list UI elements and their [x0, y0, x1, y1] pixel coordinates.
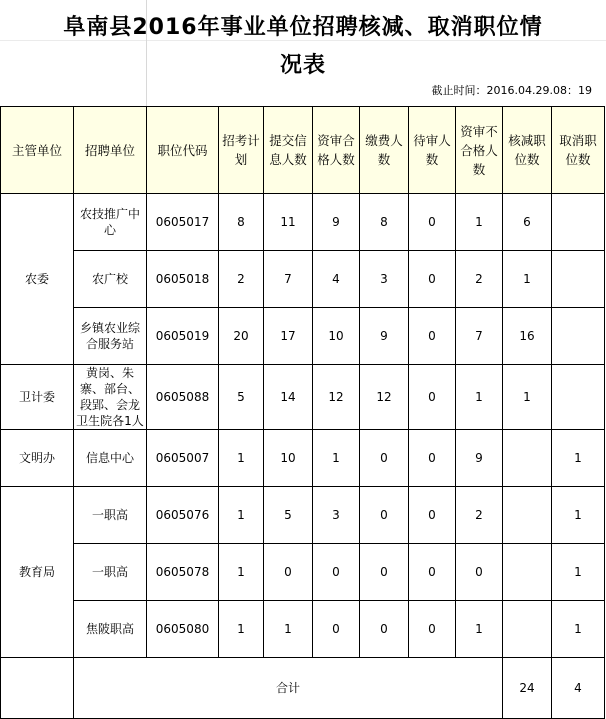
dept-cell[interactable]: 教育局 [1, 487, 74, 658]
header-pending[interactable]: 待审人数 [409, 107, 456, 194]
unit-cell[interactable]: 乡镇农业综合服务站 [74, 308, 147, 365]
header-code[interactable]: 职位代码 [147, 107, 219, 194]
submitted-cell[interactable]: 17 [264, 308, 313, 365]
header-plan[interactable]: 招考计划 [219, 107, 264, 194]
code-cell[interactable]: 0605080 [147, 601, 219, 658]
unqualified-cell[interactable]: 7 [456, 308, 503, 365]
submitted-cell[interactable]: 1 [264, 601, 313, 658]
unqualified-cell[interactable]: 0 [456, 544, 503, 601]
submitted-cell[interactable]: 7 [264, 251, 313, 308]
paid-cell[interactable]: 8 [360, 194, 409, 251]
qualified-cell[interactable]: 12 [313, 365, 360, 430]
total-row [1, 658, 605, 719]
reduced-cell[interactable]: 6 [503, 194, 552, 251]
reduced-cell[interactable]: 16 [503, 308, 552, 365]
header-unit[interactable]: 招聘单位 [74, 107, 147, 194]
unqualified-cell[interactable]: 2 [456, 251, 503, 308]
total-label[interactable]: 合计 [74, 658, 503, 719]
dept-cell[interactable]: 农委 [1, 194, 74, 365]
table-row [1, 544, 605, 601]
dept-cell[interactable]: 卫计委 [1, 365, 74, 430]
pending-cell[interactable]: 0 [409, 544, 456, 601]
qualified-cell[interactable]: 3 [313, 487, 360, 544]
cancelled-cell[interactable] [552, 251, 605, 308]
unit-cell[interactable]: 焦陂职高 [74, 601, 147, 658]
sheet-title-line1: 阜南县2016年事业单位招聘核减、取消职位情 [63, 15, 543, 40]
unit-cell[interactable]: 农广校 [74, 251, 147, 308]
total-cancelled[interactable]: 4 [552, 658, 605, 719]
unit-cell[interactable]: 农技推广中心 [74, 194, 147, 251]
code-cell[interactable]: 0605078 [147, 544, 219, 601]
plan-cell[interactable]: 5 [219, 365, 264, 430]
qualified-cell[interactable]: 9 [313, 194, 360, 251]
reduced-cell[interactable] [503, 601, 552, 658]
cancelled-cell[interactable]: 1 [552, 601, 605, 658]
qualified-cell[interactable]: 0 [313, 544, 360, 601]
code-cell[interactable]: 0605017 [147, 194, 219, 251]
submitted-cell[interactable]: 11 [264, 194, 313, 251]
submitted-cell[interactable]: 5 [264, 487, 313, 544]
table-row [1, 601, 605, 658]
code-cell[interactable]: 0605088 [147, 365, 219, 430]
code-cell[interactable]: 0605076 [147, 487, 219, 544]
plan-cell[interactable]: 8 [219, 194, 264, 251]
plan-cell[interactable]: 1 [219, 544, 264, 601]
table-row [1, 194, 605, 251]
header-row [1, 107, 605, 194]
pending-cell[interactable]: 0 [409, 308, 456, 365]
plan-cell[interactable]: 2 [219, 251, 264, 308]
cancelled-cell[interactable] [552, 308, 605, 365]
unit-cell[interactable]: 一职高 [74, 487, 147, 544]
reduced-cell[interactable]: 1 [503, 251, 552, 308]
plan-cell[interactable]: 1 [219, 601, 264, 658]
header-dept[interactable]: 主管单位 [1, 107, 74, 194]
paid-cell[interactable]: 0 [360, 487, 409, 544]
qualified-cell[interactable]: 0 [313, 601, 360, 658]
total-reduced[interactable]: 24 [503, 658, 552, 719]
sheet-title-line2: 况表 [279, 53, 326, 78]
paid-cell[interactable]: 0 [360, 544, 409, 601]
code-cell[interactable]: 0605018 [147, 251, 219, 308]
reduced-cell[interactable] [503, 430, 552, 487]
table-row [1, 308, 605, 365]
table-row [1, 251, 605, 308]
qualified-cell[interactable]: 1 [313, 430, 360, 487]
unit-cell[interactable]: 一职高 [74, 544, 147, 601]
unqualified-cell[interactable]: 1 [456, 365, 503, 430]
unit-cell[interactable]: 黄岗、朱寨、部台、段郢、会龙卫生院各1人 [74, 365, 147, 430]
reduced-cell[interactable] [503, 487, 552, 544]
total-blank-cell[interactable] [1, 658, 74, 719]
cancelled-cell[interactable] [552, 194, 605, 251]
submitted-cell[interactable]: 10 [264, 430, 313, 487]
plan-cell[interactable]: 1 [219, 487, 264, 544]
qualified-cell[interactable]: 4 [313, 251, 360, 308]
pending-cell[interactable]: 0 [409, 487, 456, 544]
pending-cell[interactable]: 0 [409, 430, 456, 487]
cancelled-cell[interactable]: 1 [552, 487, 605, 544]
cutoff-timestamp: 截止时间：2016.04.29.08：19 [431, 84, 592, 97]
code-cell[interactable]: 0605019 [147, 308, 219, 365]
dept-cell[interactable]: 文明办 [1, 430, 74, 487]
pending-cell[interactable]: 0 [409, 365, 456, 430]
cancelled-cell[interactable]: 1 [552, 430, 605, 487]
header-paid[interactable]: 缴费人数 [360, 107, 409, 194]
submitted-cell[interactable]: 14 [264, 365, 313, 430]
cancelled-cell[interactable] [552, 365, 605, 430]
header-reduced[interactable]: 核减职位数 [503, 107, 552, 194]
qualified-cell[interactable]: 10 [313, 308, 360, 365]
header-unqualified[interactable]: 资审不合格人数 [456, 107, 503, 194]
pending-cell[interactable]: 0 [409, 194, 456, 251]
unqualified-cell[interactable]: 9 [456, 430, 503, 487]
unit-cell[interactable]: 信息中心 [74, 430, 147, 487]
table-row [1, 365, 605, 430]
submitted-cell[interactable]: 0 [264, 544, 313, 601]
table-row [1, 487, 605, 544]
pending-cell[interactable]: 0 [409, 251, 456, 308]
paid-cell[interactable]: 9 [360, 308, 409, 365]
paid-cell[interactable]: 0 [360, 601, 409, 658]
cancelled-cell[interactable]: 1 [552, 544, 605, 601]
header-submitted[interactable]: 提交信息人数 [264, 107, 313, 194]
plan-cell[interactable]: 1 [219, 430, 264, 487]
recruitment-table [0, 106, 605, 719]
plan-cell[interactable]: 20 [219, 308, 264, 365]
unqualified-cell[interactable]: 1 [456, 194, 503, 251]
reduced-cell[interactable] [503, 544, 552, 601]
code-cell[interactable]: 0605007 [147, 430, 219, 487]
unqualified-cell[interactable]: 2 [456, 487, 503, 544]
reduced-cell[interactable]: 1 [503, 365, 552, 430]
paid-cell[interactable]: 0 [360, 430, 409, 487]
pending-cell[interactable]: 0 [409, 601, 456, 658]
paid-cell[interactable]: 3 [360, 251, 409, 308]
paid-cell[interactable]: 12 [360, 365, 409, 430]
table-row [1, 430, 605, 487]
unqualified-cell[interactable]: 1 [456, 601, 503, 658]
header-cancelled[interactable]: 取消职位数 [552, 107, 605, 194]
header-qualified[interactable]: 资审合格人数 [313, 107, 360, 194]
